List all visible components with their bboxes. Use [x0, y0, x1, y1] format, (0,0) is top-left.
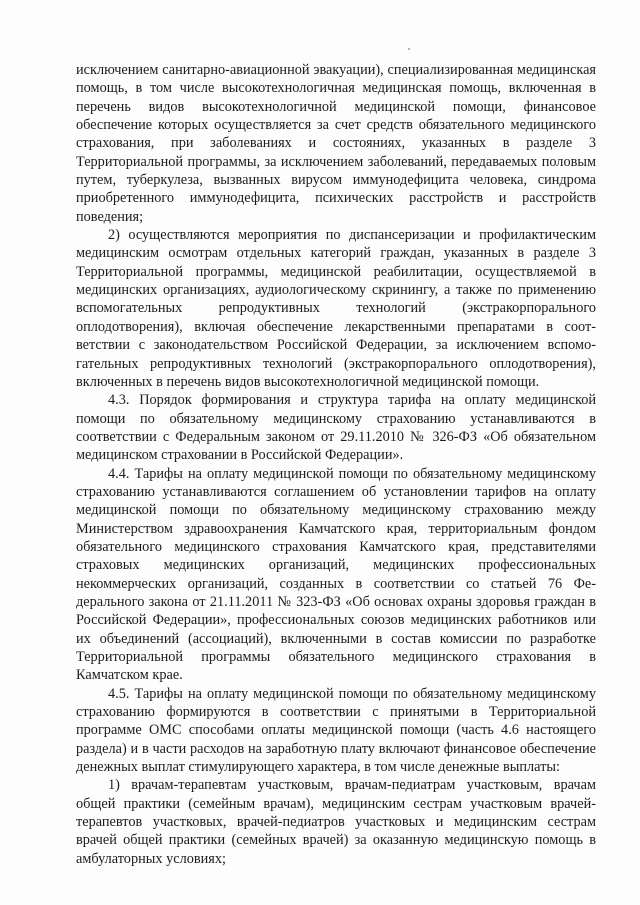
- scan-speck: [408, 48, 410, 50]
- paragraph-4-5: 4.5. Тарифы на оплату медицинской помощи по обязательному медицинскому страхованию формируются в соответствии с принятыми в Территориальной программе ОМС способами оплаты медицинской помощи (часть 4.6 настоящего раздела) и в части расходов на заработную плату включают финансовое обеспечение денежных выплат стимулирующего характера, в том числе денежные выплаты:: [76, 685, 596, 776]
- paragraph-4-3: 4.3. Порядок формирования и структура тарифа на оплату медицинской помощи по обязательному медицинскому страхованию устанавливаются в соответствии с Федеральным законом от 29.11.2010 № 326-ФЗ «Об обязательном медицинском страховании в Российской Федерации».: [76, 392, 596, 464]
- paragraph-item-1: 1) врачам-терапевтам участковым, врачам-педиатрам участковым, врачам общей практики (семейным врачам), медицинским сестрам участковым врачей-терапевтов участковых, врачей-педиатров участковых и медицинским сестрам врачей общей практики (семейных врачей) за оказанную медицинскую помощь в амбулаторных условиях;: [76, 777, 596, 867]
- document-body: [76, 61, 596, 868]
- paragraph-continuation: исключением санитарно-авиационной эвакуации), специализированная медицинская помощь, в том числе высокотехнологичная медицинская помощь, включенная в перечень видов высокотехнологичной медицинской помощи, финансовое обеспечение которых осуществляется за счет средств обязательного медицинского страхования, при заболеваниях и состояниях, указанных в разделе 3 Территориальной программы, за исключением заболеваний, передаваемых половым путем, туберкулеза, вызванных вирусом иммунодефицита человека, синдрома приобретенного иммунодефицита, психических расстройств и расстройств поведения;: [76, 62, 596, 225]
- paragraph-item-2: 2) осуществляются мероприятия по диспансеризации и профилактическим медицинским осмотрам отдельных категорий граждан, указанных в разделе 3 Территориальной программы, медицинской реабилитации, осуществляемой в медицинских организациях, аудиологическому скринингу, а также по применению вспомогательных репродуктивных технологий (экстракорпорального оплодотворения), включая обеспечение лекарственными препаратами в соответствии с законодательством Российской Федерации, за исключением вспомогательных репродуктивных технологий (экстракорпорального оплодотворения), включенных в перечень видов высокотехнологичной медицинской помощи.: [76, 227, 596, 390]
- paragraph-4-4: 4.4. Тарифы на оплату медицинской помощи по обязательному медицинскому страхованию устанавливаются соглашением об установлении тарифов на оплату медицинской помощи по обязательному медицинскому страхованию между Министерством здравоохранения Камчатского края, территориальным фондом обязательного медицинского страхования Камчатского края, представителями страховых медицинских организаций, медицинских профессиональных некоммерческих организаций, созданных в соответствии со статьей 76 Федерального закона от 21.11.2011 № 323-ФЗ «Об основах охраны здоровья граждан в Российской Федерации», профессиональных союзов медицинских работников или их объединений (ассоциаций), включенными в состав комиссии по разработке Территориальной программы обязательного медицинского страхования в Камчатском крае.: [76, 465, 596, 684]
